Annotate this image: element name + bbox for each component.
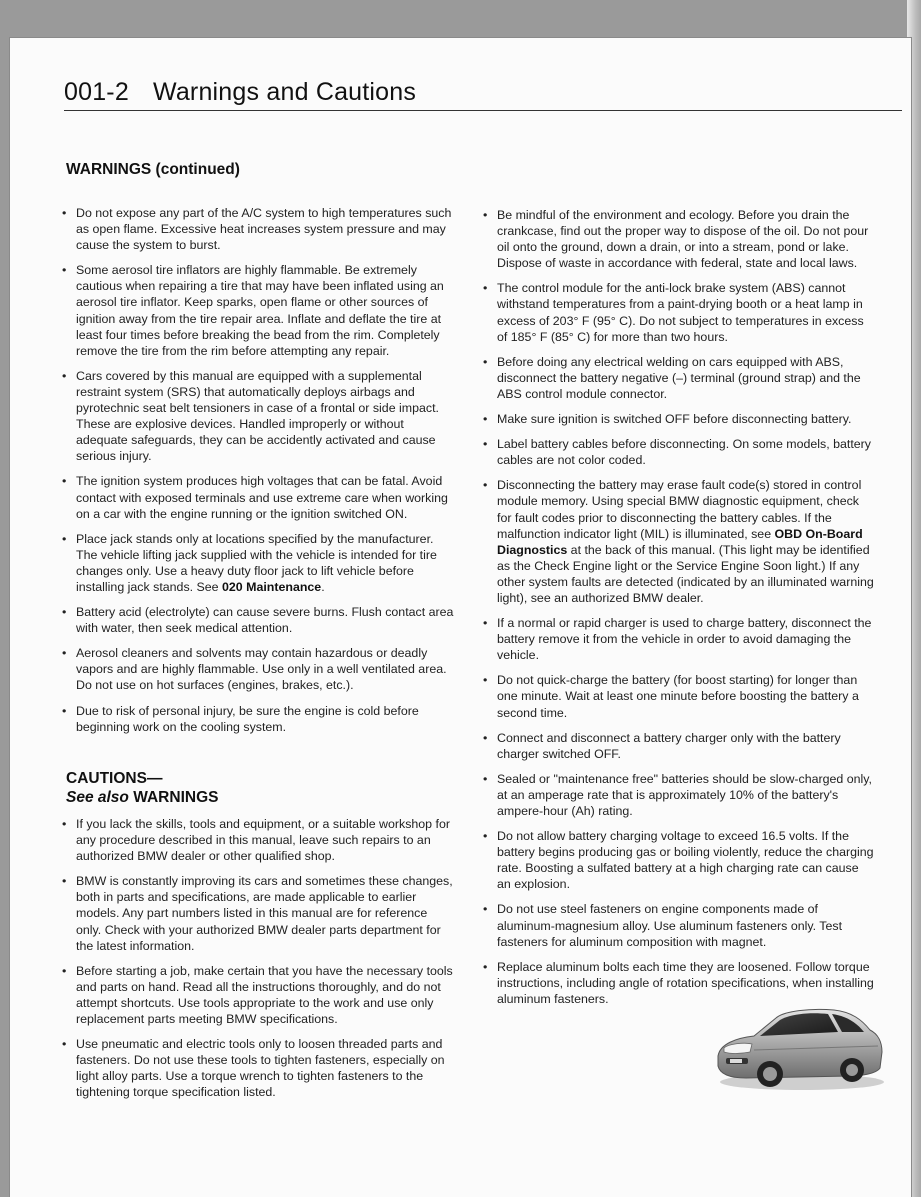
bullet-icon: • [62,474,67,489]
item-text: Place jack stands only at locations specified by the manufacturer. The vehicle lifting jack supplied with the vehicle is intended for tire changes only. Use a heavy duty floor jack to lift vehicle before installing jack stands. See [76,531,437,594]
right-list-item [483,411,875,427]
item-bold-reference: OBD On-Board Diagnostics [497,526,863,557]
bullet-icon: • [483,771,488,786]
warnings-list-item [62,531,454,595]
warnings-heading: WARNINGS (continued) [66,161,240,178]
bullet-icon: • [62,703,67,718]
cautions-list-item [62,873,454,953]
item-text: The control module for the anti-lock brake system (ABS) cannot withstand temperatures from a paint-drying booth or a heat lamp in excess of 203° F (95° C). Do not subject to temperatures in excess of 185° F (85° C) for more than two hours. [497,281,864,344]
bullet-icon: • [62,817,67,831]
bullet-icon: • [483,437,488,452]
warnings-list-item [62,604,454,636]
right-list-item [483,771,875,819]
right-warnings-list [483,207,875,1007]
header-rule [64,110,902,111]
right-list-item [483,354,875,402]
right-list-item [483,436,875,468]
warnings-list-item [62,473,454,521]
bullet-icon: • [62,1037,67,1052]
item-text: Before starting a job, make certain that you have the necessary tools and parts on hand. Read all the instructions thoroughly, and do not attempt shortcuts. Use tools appropriate to the work and use only replacement parts meeting BMW specifications. [76,963,453,1027]
bullet-icon: • [483,829,488,844]
item-text: If a normal or rapid charger is used to charge battery, disconnect the battery remove it from the vehicle in order to avoid damaging the vehicle. [497,616,872,663]
item-text: Cars covered by this manual are equipped with a supplemental restraint system (SRS) that automatically deploys airbags and pyrotechnic seat belt tensioners in case of a frontal or side impact. These are explosive devices. Handled improperly or without adequate safeguards, they can be accidently activated and cause serious injury. [76,368,439,464]
item-text: The ignition system produces high voltages that can be fatal. Avoid contact with exposed terminals and use extreme care when working on a car with the engine running or the ignition switched ON. [76,474,448,521]
item-text: Make sure ignition is switched OFF before disconnecting battery. [497,412,852,427]
bmw-sedan-illustration [710,996,888,1096]
bullet-icon: • [483,281,488,296]
item-text-after: at the back of this manual. (This light may be identified as the Check Engine light or the Service Engine Soon light.) If any other system faults are detected (indicated by an illuminated warning light), see an authorized BMW dealer. [497,542,874,605]
right-list-item [483,615,875,663]
bullet-icon: • [483,208,488,222]
cautions-title: CAUTIONS— [66,770,163,787]
item-text: Do not quick-charge the battery (for boost starting) for longer than one minute. Wait at least one minute before boosting the battery a second time. [497,673,859,720]
manual-page [10,38,911,1197]
page-header [64,78,416,107]
item-text: Be mindful of the environment and ecology. Before you drain the crankcase, find out the proper way to dispose of the oil. Do not pour oil onto the ground, down a drain, or into a stream, pond or lake. Dispose of waste in accordance with federal, state and local laws. [497,208,869,271]
right-list-item [483,477,875,606]
warnings-list-item [62,368,454,465]
right-list-item [483,672,875,720]
item-text: Do not expose any part of the A/C system to high temperatures such as open flame. Excessive heat increases system pressure and may cause the system to burst. [76,206,452,253]
item-text: Disconnecting the battery may erase fault code(s) stored in control module memory. Using special BMW diagnostic equipment, check for fault codes prior to disconnecting the battery cables. If the malfunction indicator light (MIL) is illuminated, see [497,478,862,541]
item-text: Some aerosol tire inflators are highly flammable. Be extremely cautious when repairing a tire that may have been inflated using an aerosol tire inflator. Keep sparks, open flame or other sources of ignition away from the tire repair area. Inflate and deflate the tire at least four times before breaking the bead from the rim. Completely remove the tire from the rim before attempting any repair. [76,263,444,358]
right-list-item [483,207,875,271]
bullet-icon: • [62,206,67,220]
right-list-item [483,730,875,762]
cautions-list-item [62,816,454,864]
bullet-icon: • [62,605,67,620]
right-list-item [483,828,875,892]
item-text: Replace aluminum bolts each time they are loosened. Follow torque instructions, including angle of rotation specifications, when installing aluminum fasteners. [497,959,874,1006]
section-number: 001-2 [64,78,129,106]
warnings-list-item [62,645,454,693]
see-also-text: See also [66,789,129,806]
bullet-icon: • [483,902,488,917]
warnings-list-item [62,205,454,253]
cautions-list [62,816,454,1101]
cautions-heading [66,769,218,807]
warnings-list-item [62,703,454,735]
cautions-see-also [66,788,218,807]
item-text-after: . [321,579,325,594]
item-text: Aerosol cleaners and solvents may contain hazardous or deadly vapors and are highly flammable. Use only in a well ventilated area. Do not use on hot surfaces (engines, brakes, etc.). [76,646,447,693]
right-list-item [483,901,875,949]
bullet-icon: • [62,874,67,889]
bullet-icon: • [62,368,67,383]
item-text: Due to risk of personal injury, be sure the engine is cold before beginning work on the cooling system. [76,703,419,734]
cautions-list-column [62,816,454,1110]
item-text: Before doing any electrical welding on cars equipped with ABS, disconnect the battery negative (–) terminal (ground strap) and the ABS control module connector. [497,354,861,401]
bullet-icon: • [483,673,488,688]
bullet-icon: • [62,263,67,278]
warnings-list [62,205,454,735]
bullet-icon: • [62,646,67,661]
warnings-list-item [62,262,454,359]
bullet-icon: • [483,478,488,493]
item-text: Battery acid (electrolyte) can cause severe burns. Flush contact area with water, then seek medical attention. [76,605,454,636]
item-text: Label battery cables before disconnecting. On some models, battery cables are not color coded. [497,437,871,468]
bullet-icon: • [483,730,488,745]
bullet-icon: • [62,963,67,978]
page-title: Warnings and Cautions [152,78,417,106]
bullet-icon: • [483,616,488,631]
item-text: BMW is constantly improving its cars and sometimes these changes, both in parts and specifications, are made applicable to earlier models. Any part numbers listed in this manual are for reference only. Check with your authorized BMW dealer parts department for the latest information. [76,874,453,953]
bullet-icon: • [483,959,488,974]
right-list-item [483,280,875,344]
warnings-list-column [62,205,454,744]
bullet-icon: • [62,531,67,546]
cautions-list-item [62,963,454,1027]
item-text: Use pneumatic and electric tools only to loosen threaded parts and fasteners. Do not use these tools to tighten fasteners, especially on light alloy parts. Use a torque wrench to tighten fasteners to the tightening torque specification listed. [76,1037,445,1100]
item-text: Do not use steel fasteners on engine components made of aluminum-magnesium alloy. Use aluminum fasteners only. Test fasteners for aluminum composition with magnet. [497,902,843,949]
right-list-column [483,207,875,1016]
bullet-icon: • [483,412,488,427]
item-text: Connect and disconnect a battery charger only with the battery charger switched OFF. [497,730,841,761]
item-text: If you lack the skills, tools and equipment, or a suitable workshop for any procedure described in this manual, leave such repairs to an authorized BMW dealer or other qualified shop. [76,817,450,864]
item-text: Do not allow battery charging voltage to exceed 16.5 volts. If the battery begins producing gas or boiling violently, reduce the charging rate. Boosting a sulfated battery at a high charging rate can cause an explosion. [497,829,874,892]
bullet-icon: • [483,354,488,369]
see-also-ref: WARNINGS [133,789,219,806]
item-bold-reference: 020 Maintenance [222,579,322,594]
item-text: Sealed or "maintenance free" batteries should be slow-charged only, at an amperage rate that is approximately 10% of the battery's ampere-hour (Ah) rating. [497,771,872,818]
cautions-list-item [62,1036,454,1100]
